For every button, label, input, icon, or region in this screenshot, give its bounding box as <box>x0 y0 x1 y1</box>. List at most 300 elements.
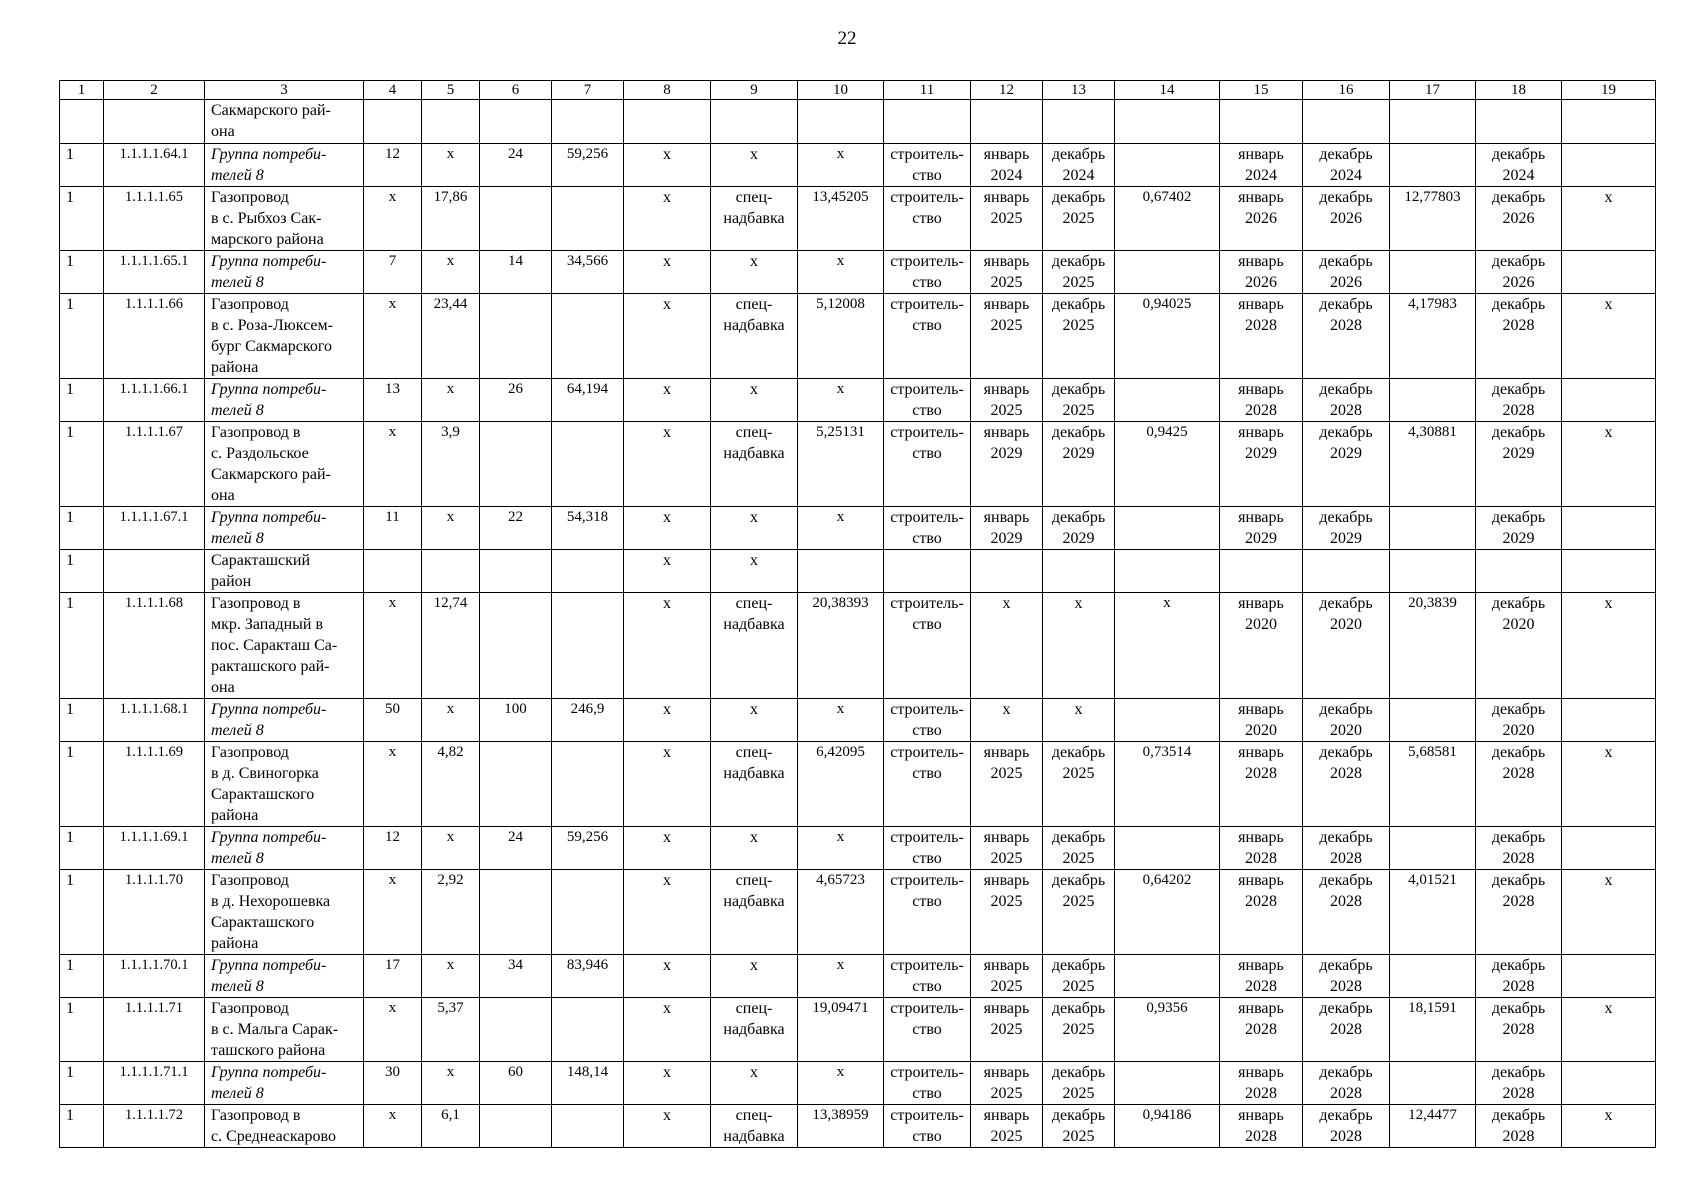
table-cell-col-15 <box>1220 100 1303 144</box>
table-cell-col-13 <box>1043 827 1115 870</box>
cell-line: декабрь <box>1319 744 1373 761</box>
table-cell-col-6 <box>480 100 552 144</box>
cell-line: 2028 <box>1330 402 1362 419</box>
cell-line: декабрь <box>1319 1107 1373 1124</box>
cell-line: 2020 <box>1330 616 1362 633</box>
column-number-cell: 19 <box>1562 81 1656 100</box>
cell-line: декабрь <box>1491 146 1546 163</box>
table-cell-col-11 <box>884 998 971 1062</box>
table-cell-col-19: х <box>1562 593 1656 699</box>
cell-line: строитель- <box>890 1107 964 1124</box>
table-row <box>60 699 1656 742</box>
table-cell-col-5: х <box>422 507 480 550</box>
cell-line: 2028 <box>1245 978 1277 995</box>
cell-line: с. Раздольское <box>211 445 309 462</box>
cell-line: 2020 <box>1330 722 1362 739</box>
table-cell-col-5: 12,74 <box>422 593 480 699</box>
cell-line: январь <box>1238 296 1284 313</box>
cell-line: декабрь <box>1491 424 1546 441</box>
table-cell-col-7 <box>552 422 624 507</box>
table-cell-col-15 <box>1220 955 1303 998</box>
table-cell-col-6 <box>480 422 552 507</box>
table-cell-col-8: х <box>624 998 711 1062</box>
cell-line: декабрь <box>1491 957 1546 974</box>
cell-line: пос. Саракташ Са- <box>211 637 338 654</box>
table-cell-col-7 <box>552 1105 624 1148</box>
table-cell-col-1: 1 <box>60 827 104 870</box>
table-cell-col-12 <box>971 144 1043 187</box>
table-cell-col-16 <box>1303 742 1390 827</box>
table-cell-col-17: 12,77803 <box>1390 187 1476 251</box>
table-cell-col-9: х <box>711 144 798 187</box>
table-cell-col-19: х <box>1562 742 1656 827</box>
table-cell-col-7 <box>552 870 624 955</box>
cell-line: телей 8 <box>211 167 264 184</box>
table-cell-col-8: х <box>624 187 711 251</box>
cell-line: 2026 <box>1330 210 1362 227</box>
table-cell-col-1: 1 <box>60 422 104 507</box>
table-cell-col-16 <box>1303 144 1390 187</box>
cell-line: в с. Роза-Люксем- <box>211 317 333 334</box>
table-cell-col-8: х <box>624 422 711 507</box>
column-number-cell: 6 <box>480 81 552 100</box>
table-row <box>60 100 1656 144</box>
cell-line: 2025 <box>990 765 1023 782</box>
table-cell-col-1 <box>60 100 104 144</box>
cell-line: январь <box>983 872 1030 889</box>
cell-line: Газопровод <box>211 744 289 761</box>
table-cell-col-9: х <box>711 955 798 998</box>
cell-line: 2029 <box>1502 530 1535 547</box>
table-cell-col-3 <box>205 699 364 742</box>
cell-line: 2029 <box>1502 445 1535 462</box>
cell-line: спец- <box>735 424 773 441</box>
cell-line: Газопровод в <box>211 424 301 441</box>
table-cell-col-3 <box>205 742 364 827</box>
table-cell-col-7: 34,566 <box>552 251 624 294</box>
table-cell-col-17: 4,17983 <box>1390 294 1476 379</box>
table-cell-col-3 <box>205 144 364 187</box>
table-cell-col-4: 30 <box>364 1062 422 1105</box>
table-cell-col-18 <box>1476 827 1562 870</box>
table-cell-col-16 <box>1303 422 1390 507</box>
table-cell-col-4: х <box>364 593 422 699</box>
table-cell-col-18 <box>1476 870 1562 955</box>
table-cell-col-12: х <box>971 699 1043 742</box>
table-cell-col-1: 1 <box>60 144 104 187</box>
table-cell-col-6 <box>480 187 552 251</box>
table-cell-col-10: х <box>798 827 884 870</box>
cell-line: строитель- <box>890 296 964 313</box>
table-cell-col-14 <box>1115 251 1220 294</box>
cell-line: январь <box>1238 189 1284 206</box>
table-cell-col-11 <box>884 1105 971 1148</box>
cell-line: Группа потреби- <box>211 829 327 846</box>
table-cell-col-3 <box>205 1105 364 1148</box>
cell-line: 2025 <box>1062 1021 1095 1038</box>
table-cell-col-6 <box>480 294 552 379</box>
table-cell-col-2: 1.1.1.1.71.1 <box>104 1062 205 1105</box>
cell-line: декабрь <box>1491 595 1546 612</box>
table-cell-col-8: х <box>624 593 711 699</box>
cell-line: 2025 <box>1062 893 1095 910</box>
cell-line: строитель- <box>890 872 964 889</box>
cell-line: декабрь <box>1319 381 1373 398</box>
cell-line: спец- <box>735 1107 773 1124</box>
table-cell-col-9: х <box>711 379 798 422</box>
table-cell-col-13 <box>1043 294 1115 379</box>
table-cell-col-18 <box>1476 144 1562 187</box>
cell-line: декабрь <box>1051 381 1106 398</box>
table-cell-col-2 <box>104 550 205 593</box>
table-cell-col-2: 1.1.1.1.69 <box>104 742 205 827</box>
table-cell-col-8: х <box>624 251 711 294</box>
cell-line: 2028 <box>1245 893 1277 910</box>
table-cell-col-8: х <box>624 1105 711 1148</box>
table-cell-col-5: 2,92 <box>422 870 480 955</box>
cell-line: в с. Мальга Сарак- <box>211 1021 339 1038</box>
table-cell-col-12 <box>971 742 1043 827</box>
table-cell-col-2: 1.1.1.1.70.1 <box>104 955 205 998</box>
table-cell-col-3 <box>205 187 364 251</box>
column-number-cell: 18 <box>1476 81 1562 100</box>
table-row <box>60 422 1656 507</box>
table-cell-col-12 <box>971 187 1043 251</box>
cell-line: декабрь <box>1319 424 1373 441</box>
table-cell-col-15 <box>1220 507 1303 550</box>
table-row <box>60 1062 1656 1105</box>
cell-line: Саракташского <box>211 786 315 803</box>
table-cell-col-13 <box>1043 187 1115 251</box>
cell-line: Газопровод <box>211 1000 289 1017</box>
table-cell-col-18 <box>1476 1105 1562 1148</box>
table-cell-col-11 <box>884 955 971 998</box>
table-cell-col-14: 0,67402 <box>1115 187 1220 251</box>
table-cell-col-2: 1.1.1.1.65.1 <box>104 251 205 294</box>
table-cell-col-5: х <box>422 827 480 870</box>
table-cell-col-17 <box>1390 550 1476 593</box>
table-cell-col-14: х <box>1115 593 1220 699</box>
cell-line: январь <box>1238 253 1284 270</box>
table-cell-col-7 <box>552 100 624 144</box>
table-cell-col-9: х <box>711 699 798 742</box>
table-cell-col-13 <box>1043 251 1115 294</box>
table-cell-col-13 <box>1043 507 1115 550</box>
cell-line: 2028 <box>1502 317 1535 334</box>
table-cell-col-1: 1 <box>60 742 104 827</box>
table-cell-col-2: 1.1.1.1.65 <box>104 187 205 251</box>
table-cell-col-14 <box>1115 699 1220 742</box>
table-cell-col-13 <box>1043 1062 1115 1105</box>
table-cell-col-3 <box>205 379 364 422</box>
table-cell-col-12 <box>971 422 1043 507</box>
table-cell-col-1: 1 <box>60 294 104 379</box>
table-row <box>60 251 1656 294</box>
cell-line: телей 8 <box>211 722 264 739</box>
table-cell-col-8 <box>624 100 711 144</box>
table-cell-col-12 <box>971 100 1043 144</box>
table-cell-col-9 <box>711 1105 798 1148</box>
table-cell-col-8: х <box>624 144 711 187</box>
table-cell-col-19: х <box>1562 422 1656 507</box>
cell-line: декабрь <box>1319 595 1373 612</box>
cell-line: 2028 <box>1330 850 1362 867</box>
cell-line: 2028 <box>1330 1085 1362 1102</box>
page-number: 22 <box>837 28 857 49</box>
table-cell-col-12: х <box>971 593 1043 699</box>
table-cell-col-17 <box>1390 699 1476 742</box>
table-cell-col-2 <box>104 100 205 144</box>
table-cell-col-11 <box>884 294 971 379</box>
cell-line: январь <box>983 189 1030 206</box>
cell-line: 2028 <box>1330 893 1362 910</box>
table-cell-col-11 <box>884 422 971 507</box>
table-cell-col-11 <box>884 100 971 144</box>
table-cell-col-12 <box>971 955 1043 998</box>
cell-line: декабрь <box>1051 253 1106 270</box>
table-cell-col-7: 59,256 <box>552 827 624 870</box>
table-cell-col-12 <box>971 827 1043 870</box>
table-cell-col-11 <box>884 379 971 422</box>
table-cell-col-6: 24 <box>480 827 552 870</box>
table-cell-col-2: 1.1.1.1.64.1 <box>104 144 205 187</box>
table-cell-col-17 <box>1390 251 1476 294</box>
table-cell-col-4: х <box>364 742 422 827</box>
table-cell-col-7: 148,14 <box>552 1062 624 1105</box>
table-cell-col-5: 23,44 <box>422 294 480 379</box>
table-cell-col-12 <box>971 998 1043 1062</box>
table-cell-col-3 <box>205 593 364 699</box>
cell-line: январь <box>983 1107 1030 1124</box>
table-cell-col-6: 26 <box>480 379 552 422</box>
column-number-cell: 8 <box>624 81 711 100</box>
table-cell-col-17 <box>1390 379 1476 422</box>
cell-line: декабрь <box>1491 829 1546 846</box>
cell-line: 2026 <box>1245 210 1277 227</box>
table-row <box>60 742 1656 827</box>
table-cell-col-18 <box>1476 955 1562 998</box>
cell-line: строитель- <box>890 424 964 441</box>
cell-line: январь <box>983 424 1030 441</box>
table-cell-col-19 <box>1562 1062 1656 1105</box>
cell-line: марского района <box>211 231 324 248</box>
cell-line: 2028 <box>1245 1085 1277 1102</box>
cell-line: она <box>211 123 235 140</box>
cell-line: Саракташского <box>211 914 315 931</box>
cell-line: надбавка <box>723 765 785 782</box>
cell-line: декабрь <box>1491 744 1546 761</box>
table-cell-col-3 <box>205 507 364 550</box>
table-cell-col-5: 3,9 <box>422 422 480 507</box>
cell-line: 2024 <box>1062 167 1095 184</box>
table-cell-col-6 <box>480 1105 552 1148</box>
cell-line: январь <box>983 296 1030 313</box>
table-cell-col-14 <box>1115 379 1220 422</box>
table-cell-col-12 <box>971 507 1043 550</box>
cell-line: 2028 <box>1245 1128 1277 1145</box>
table-cell-col-19 <box>1562 144 1656 187</box>
table-cell-col-16 <box>1303 827 1390 870</box>
table-cell-col-10: х <box>798 955 884 998</box>
cell-line: январь <box>1238 1064 1284 1081</box>
table-cell-col-16 <box>1303 294 1390 379</box>
table-cell-col-9: х <box>711 507 798 550</box>
table-cell-col-16 <box>1303 1062 1390 1105</box>
table-cell-col-11 <box>884 870 971 955</box>
table-cell-col-15 <box>1220 251 1303 294</box>
cell-line: декабрь <box>1491 381 1546 398</box>
table-cell-col-1: 1 <box>60 998 104 1062</box>
cell-line: 2029 <box>1062 445 1095 462</box>
table-cell-col-16 <box>1303 100 1390 144</box>
column-number-cell: 10 <box>798 81 884 100</box>
cell-line: 2028 <box>1502 850 1535 867</box>
table-cell-col-2: 1.1.1.1.66.1 <box>104 379 205 422</box>
cell-line: Группа потреби- <box>211 701 327 718</box>
table-cell-col-6 <box>480 742 552 827</box>
table-cell-col-7: 54,318 <box>552 507 624 550</box>
table-cell-col-11 <box>884 187 971 251</box>
cell-line: декабрь <box>1319 1000 1373 1017</box>
table-cell-col-3 <box>205 422 364 507</box>
table-cell-col-14 <box>1115 955 1220 998</box>
table-cell-col-1: 1 <box>60 251 104 294</box>
cell-line: ташского района <box>211 1042 326 1059</box>
cell-line: декабрь <box>1051 189 1106 206</box>
cell-line: ство <box>912 1128 942 1145</box>
table-cell-col-2: 1.1.1.1.68 <box>104 593 205 699</box>
cell-line: Саракташский <box>211 552 311 569</box>
cell-line: Группа потреби- <box>211 509 327 526</box>
cell-line: строитель- <box>890 189 964 206</box>
cell-line: 2028 <box>1245 317 1277 334</box>
cell-line: 2024 <box>1245 167 1277 184</box>
cell-line: ство <box>912 530 942 547</box>
table-cell-col-7: 64,194 <box>552 379 624 422</box>
cell-line: 2025 <box>990 274 1023 291</box>
cell-line: ракташского рай- <box>211 658 330 675</box>
cell-line: спец- <box>735 1000 773 1017</box>
cell-line: 2029 <box>990 445 1023 462</box>
table-cell-col-15 <box>1220 294 1303 379</box>
cell-line: январь <box>1238 829 1284 846</box>
cell-line: ство <box>912 445 942 462</box>
cell-line: декабрь <box>1319 957 1373 974</box>
cell-line: 2025 <box>990 978 1023 995</box>
table-cell-col-10: 5,12008 <box>798 294 884 379</box>
cell-line: декабрь <box>1051 744 1106 761</box>
cell-line: Группа потреби- <box>211 253 327 270</box>
table-cell-col-17: 4,30881 <box>1390 422 1476 507</box>
table-cell-col-10 <box>798 550 884 593</box>
table-cell-col-8: х <box>624 870 711 955</box>
table-cell-col-14: 0,64202 <box>1115 870 1220 955</box>
cell-line: 2025 <box>990 402 1023 419</box>
cell-line: надбавка <box>723 445 785 462</box>
table-cell-col-5: х <box>422 144 480 187</box>
table-cell-col-2: 1.1.1.1.67.1 <box>104 507 205 550</box>
cell-line: ство <box>912 274 942 291</box>
cell-line: декабрь <box>1319 253 1373 270</box>
cell-line: 2020 <box>1502 722 1535 739</box>
cell-line: январь <box>983 509 1030 526</box>
table-cell-col-12 <box>971 1062 1043 1105</box>
table-cell-col-18 <box>1476 422 1562 507</box>
table-cell-col-19: х <box>1562 1105 1656 1148</box>
table-cell-col-13 <box>1043 422 1115 507</box>
table-cell-col-7 <box>552 998 624 1062</box>
cell-line: телей 8 <box>211 402 264 419</box>
table-cell-col-10: 13,38959 <box>798 1105 884 1148</box>
cell-line: спец- <box>735 872 773 889</box>
cell-line: спец- <box>735 595 773 612</box>
table-cell-col-17: 20,3839 <box>1390 593 1476 699</box>
cell-line: 2026 <box>1502 274 1535 291</box>
cell-line: 2028 <box>1502 893 1535 910</box>
table-cell-col-6 <box>480 998 552 1062</box>
table-cell-col-3 <box>205 1062 364 1105</box>
table-cell-col-10: х <box>798 144 884 187</box>
table-cell-col-19: х <box>1562 187 1656 251</box>
cell-line: Группа потреби- <box>211 957 327 974</box>
table-cell-col-19 <box>1562 251 1656 294</box>
table-cell-col-17: 18,1591 <box>1390 998 1476 1062</box>
table-cell-col-17 <box>1390 507 1476 550</box>
cell-line: в с. Рыбхоз Сак- <box>211 210 322 227</box>
table-cell-col-19 <box>1562 100 1656 144</box>
cell-line: декабрь <box>1319 146 1373 163</box>
table-row <box>60 827 1656 870</box>
table-cell-col-13 <box>1043 955 1115 998</box>
cell-line: 2028 <box>1330 765 1362 782</box>
table-cell-col-5: 6,1 <box>422 1105 480 1148</box>
cell-line: 2028 <box>1245 402 1277 419</box>
cell-line: 2028 <box>1330 1128 1362 1145</box>
cell-line: декабрь <box>1051 1000 1106 1017</box>
table-cell-col-18 <box>1476 1062 1562 1105</box>
table-cell-col-19: х <box>1562 294 1656 379</box>
table-cell-col-10: 5,25131 <box>798 422 884 507</box>
cell-line: телей 8 <box>211 274 264 291</box>
table-cell-col-19: х <box>1562 870 1656 955</box>
cell-line: Сакмарского рай- <box>211 102 331 119</box>
cell-line: 2028 <box>1245 765 1277 782</box>
table-cell-col-18 <box>1476 100 1562 144</box>
column-number-cell: 14 <box>1115 81 1220 100</box>
cell-line: ство <box>912 893 942 910</box>
cell-line: 2028 <box>1502 1128 1535 1145</box>
cell-line: 2025 <box>990 893 1023 910</box>
table-row <box>60 998 1656 1062</box>
table-cell-col-14: 0,9425 <box>1115 422 1220 507</box>
cell-line: декабрь <box>1491 253 1546 270</box>
table-cell-col-10: х <box>798 507 884 550</box>
table-cell-col-3 <box>205 251 364 294</box>
table-cell-col-10: х <box>798 251 884 294</box>
cell-line: Группа потреби- <box>211 146 327 163</box>
table-cell-col-11 <box>884 593 971 699</box>
cell-line: январь <box>1238 146 1284 163</box>
table-cell-col-19 <box>1562 699 1656 742</box>
cell-line: 2029 <box>1245 445 1277 462</box>
cell-line: Газопровод <box>211 872 289 889</box>
table-cell-col-11 <box>884 251 971 294</box>
cell-line: январь <box>1238 381 1284 398</box>
cell-line: декабрь <box>1491 701 1546 718</box>
table-cell-col-14: 0,94025 <box>1115 294 1220 379</box>
cell-line: 2026 <box>1330 274 1362 291</box>
table-cell-col-11 <box>884 827 971 870</box>
